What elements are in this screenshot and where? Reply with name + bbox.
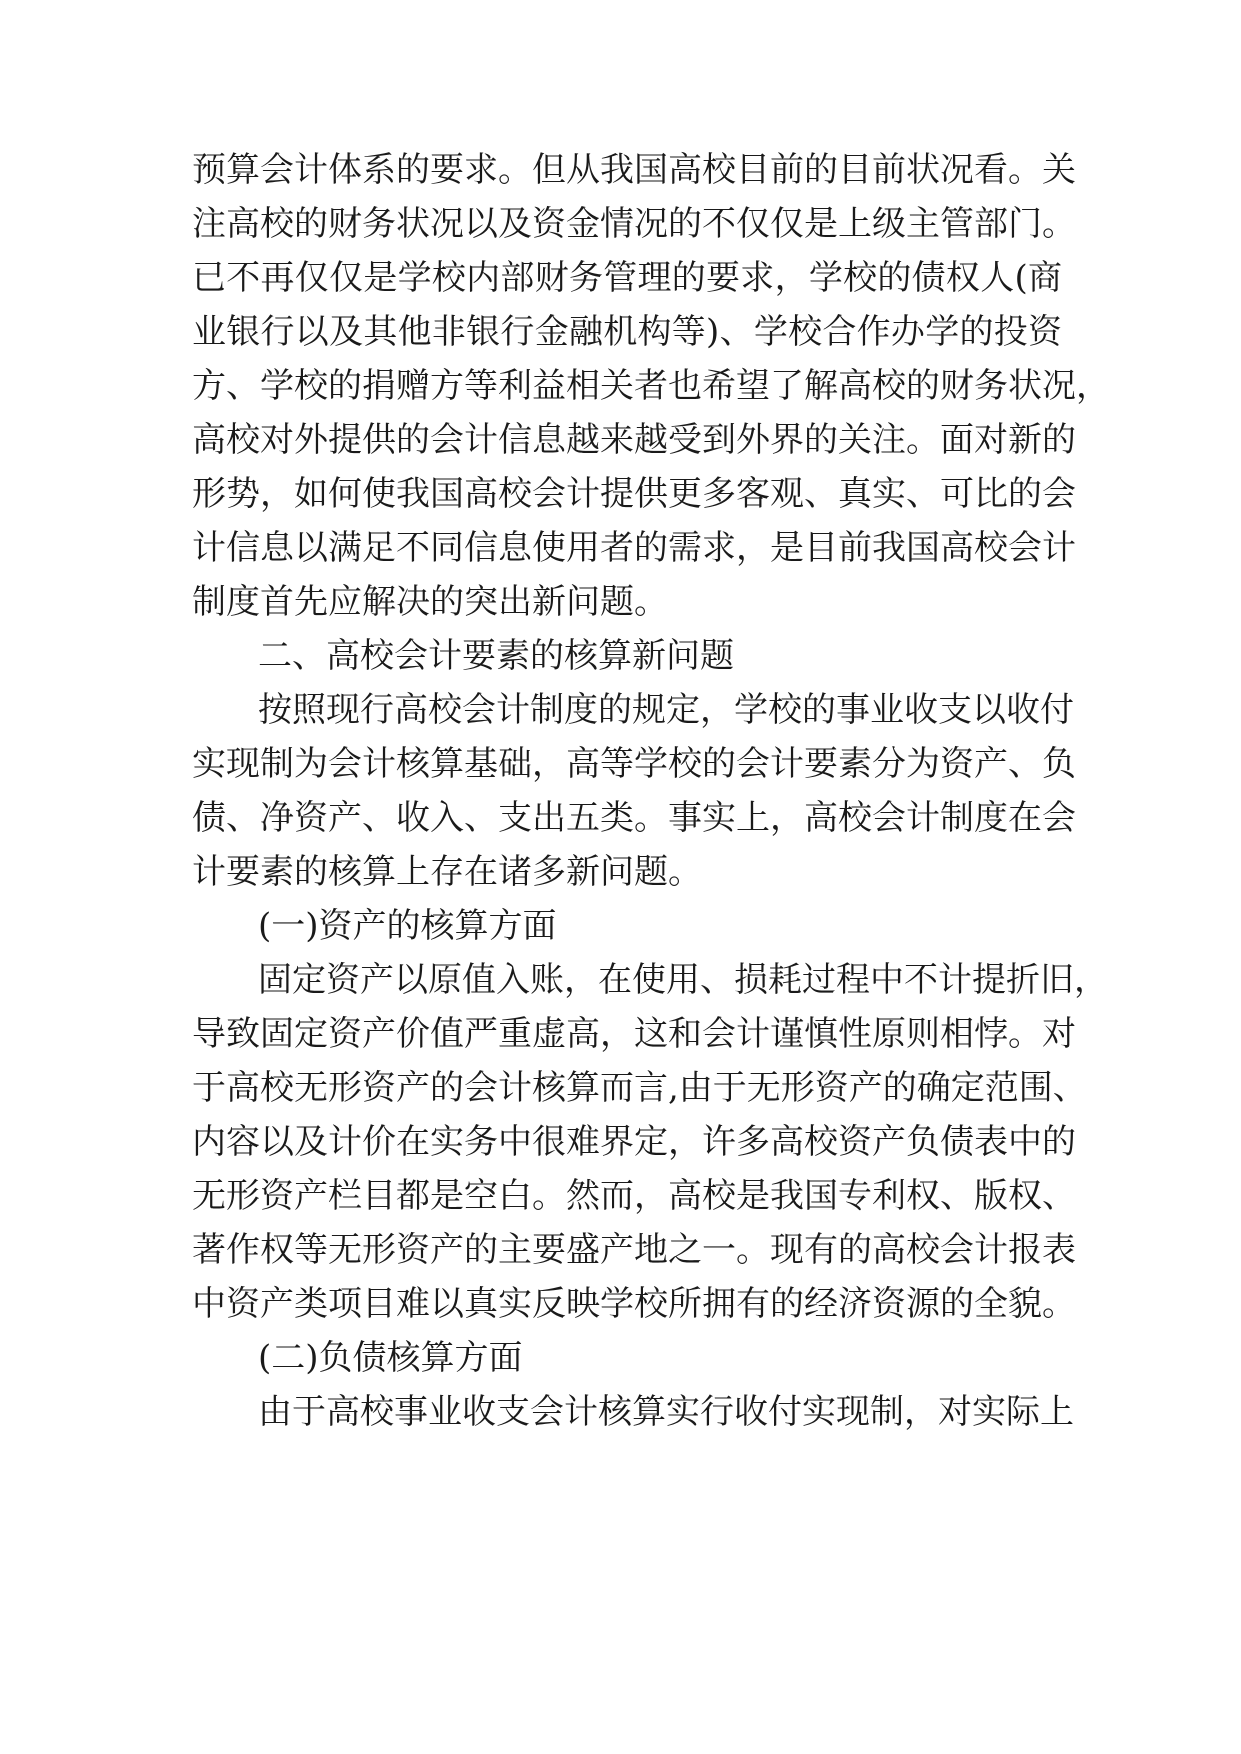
text-line: 已不再仅仅是学校内部财务管理的要求，学校的债权人(商 bbox=[192, 258, 1062, 298]
section-heading: 二、高校会计要素的核算新问题 bbox=[258, 636, 734, 676]
text-line: 制度首先应解决的突出新问题。 bbox=[192, 582, 668, 622]
subsection-heading: (一)资产的核算方面 bbox=[258, 906, 557, 946]
text-line: 于高校无形资产的会计核算而言,由于无形资产的确定范围、 bbox=[192, 1068, 1087, 1108]
text-line: 内容以及计价在实务中很难界定，许多高校资产负债表中的 bbox=[192, 1122, 1076, 1162]
text-line: 中资产类项目难以真实反映学校所拥有的经济资源的全貌。 bbox=[192, 1284, 1076, 1324]
text-line: 实现制为会计核算基础，高等学校的会计要素分为资产、负 bbox=[192, 744, 1076, 784]
text-line: 计信息以满足不同信息使用者的需求，是目前我国高校会计 bbox=[192, 528, 1076, 568]
text-line: 预算会计体系的要求。但从我国高校目前的目前状况看。关 bbox=[192, 150, 1076, 190]
text-line: 业银行以及其他非银行金融机构等)、学校合作办学的投资 bbox=[192, 312, 1062, 352]
text-line: 形势，如何使我国高校会计提供更多客观、真实、可比的会 bbox=[192, 474, 1076, 514]
text-line: 固定资产以原值入账，在使用、损耗过程中不计提折旧， bbox=[258, 960, 1108, 1000]
text-line: 导致固定资产价值严重虚高，这和会计谨慎性原则相悖。对 bbox=[192, 1014, 1076, 1054]
text-line: 计要素的核算上存在诸多新问题。 bbox=[192, 852, 702, 892]
text-line: 债、净资产、收入、支出五类。事实上，高校会计制度在会 bbox=[192, 798, 1076, 838]
subsection-heading: (二)负债核算方面 bbox=[258, 1338, 523, 1378]
text-line: 著作权等无形资产的主要盛产地之一。现有的高校会计报表 bbox=[192, 1230, 1076, 1270]
text-line: 注高校的财务状况以及资金情况的不仅仅是上级主管部门。 bbox=[192, 204, 1076, 244]
text-line: 高校对外提供的会计信息越来越受到外界的关注。面对新的 bbox=[192, 420, 1076, 460]
text-line: 按照现行高校会计制度的规定，学校的事业收支以收付 bbox=[258, 690, 1074, 730]
text-line: 由于高校事业收支会计核算实行收付实现制，对实际上 bbox=[258, 1392, 1074, 1432]
text-line: 方、学校的捐赠方等利益相关者也希望了解高校的财务状况， bbox=[192, 366, 1110, 406]
text-line: 无形资产栏目都是空白。然而，高校是我国专利权、版权、 bbox=[192, 1176, 1076, 1216]
